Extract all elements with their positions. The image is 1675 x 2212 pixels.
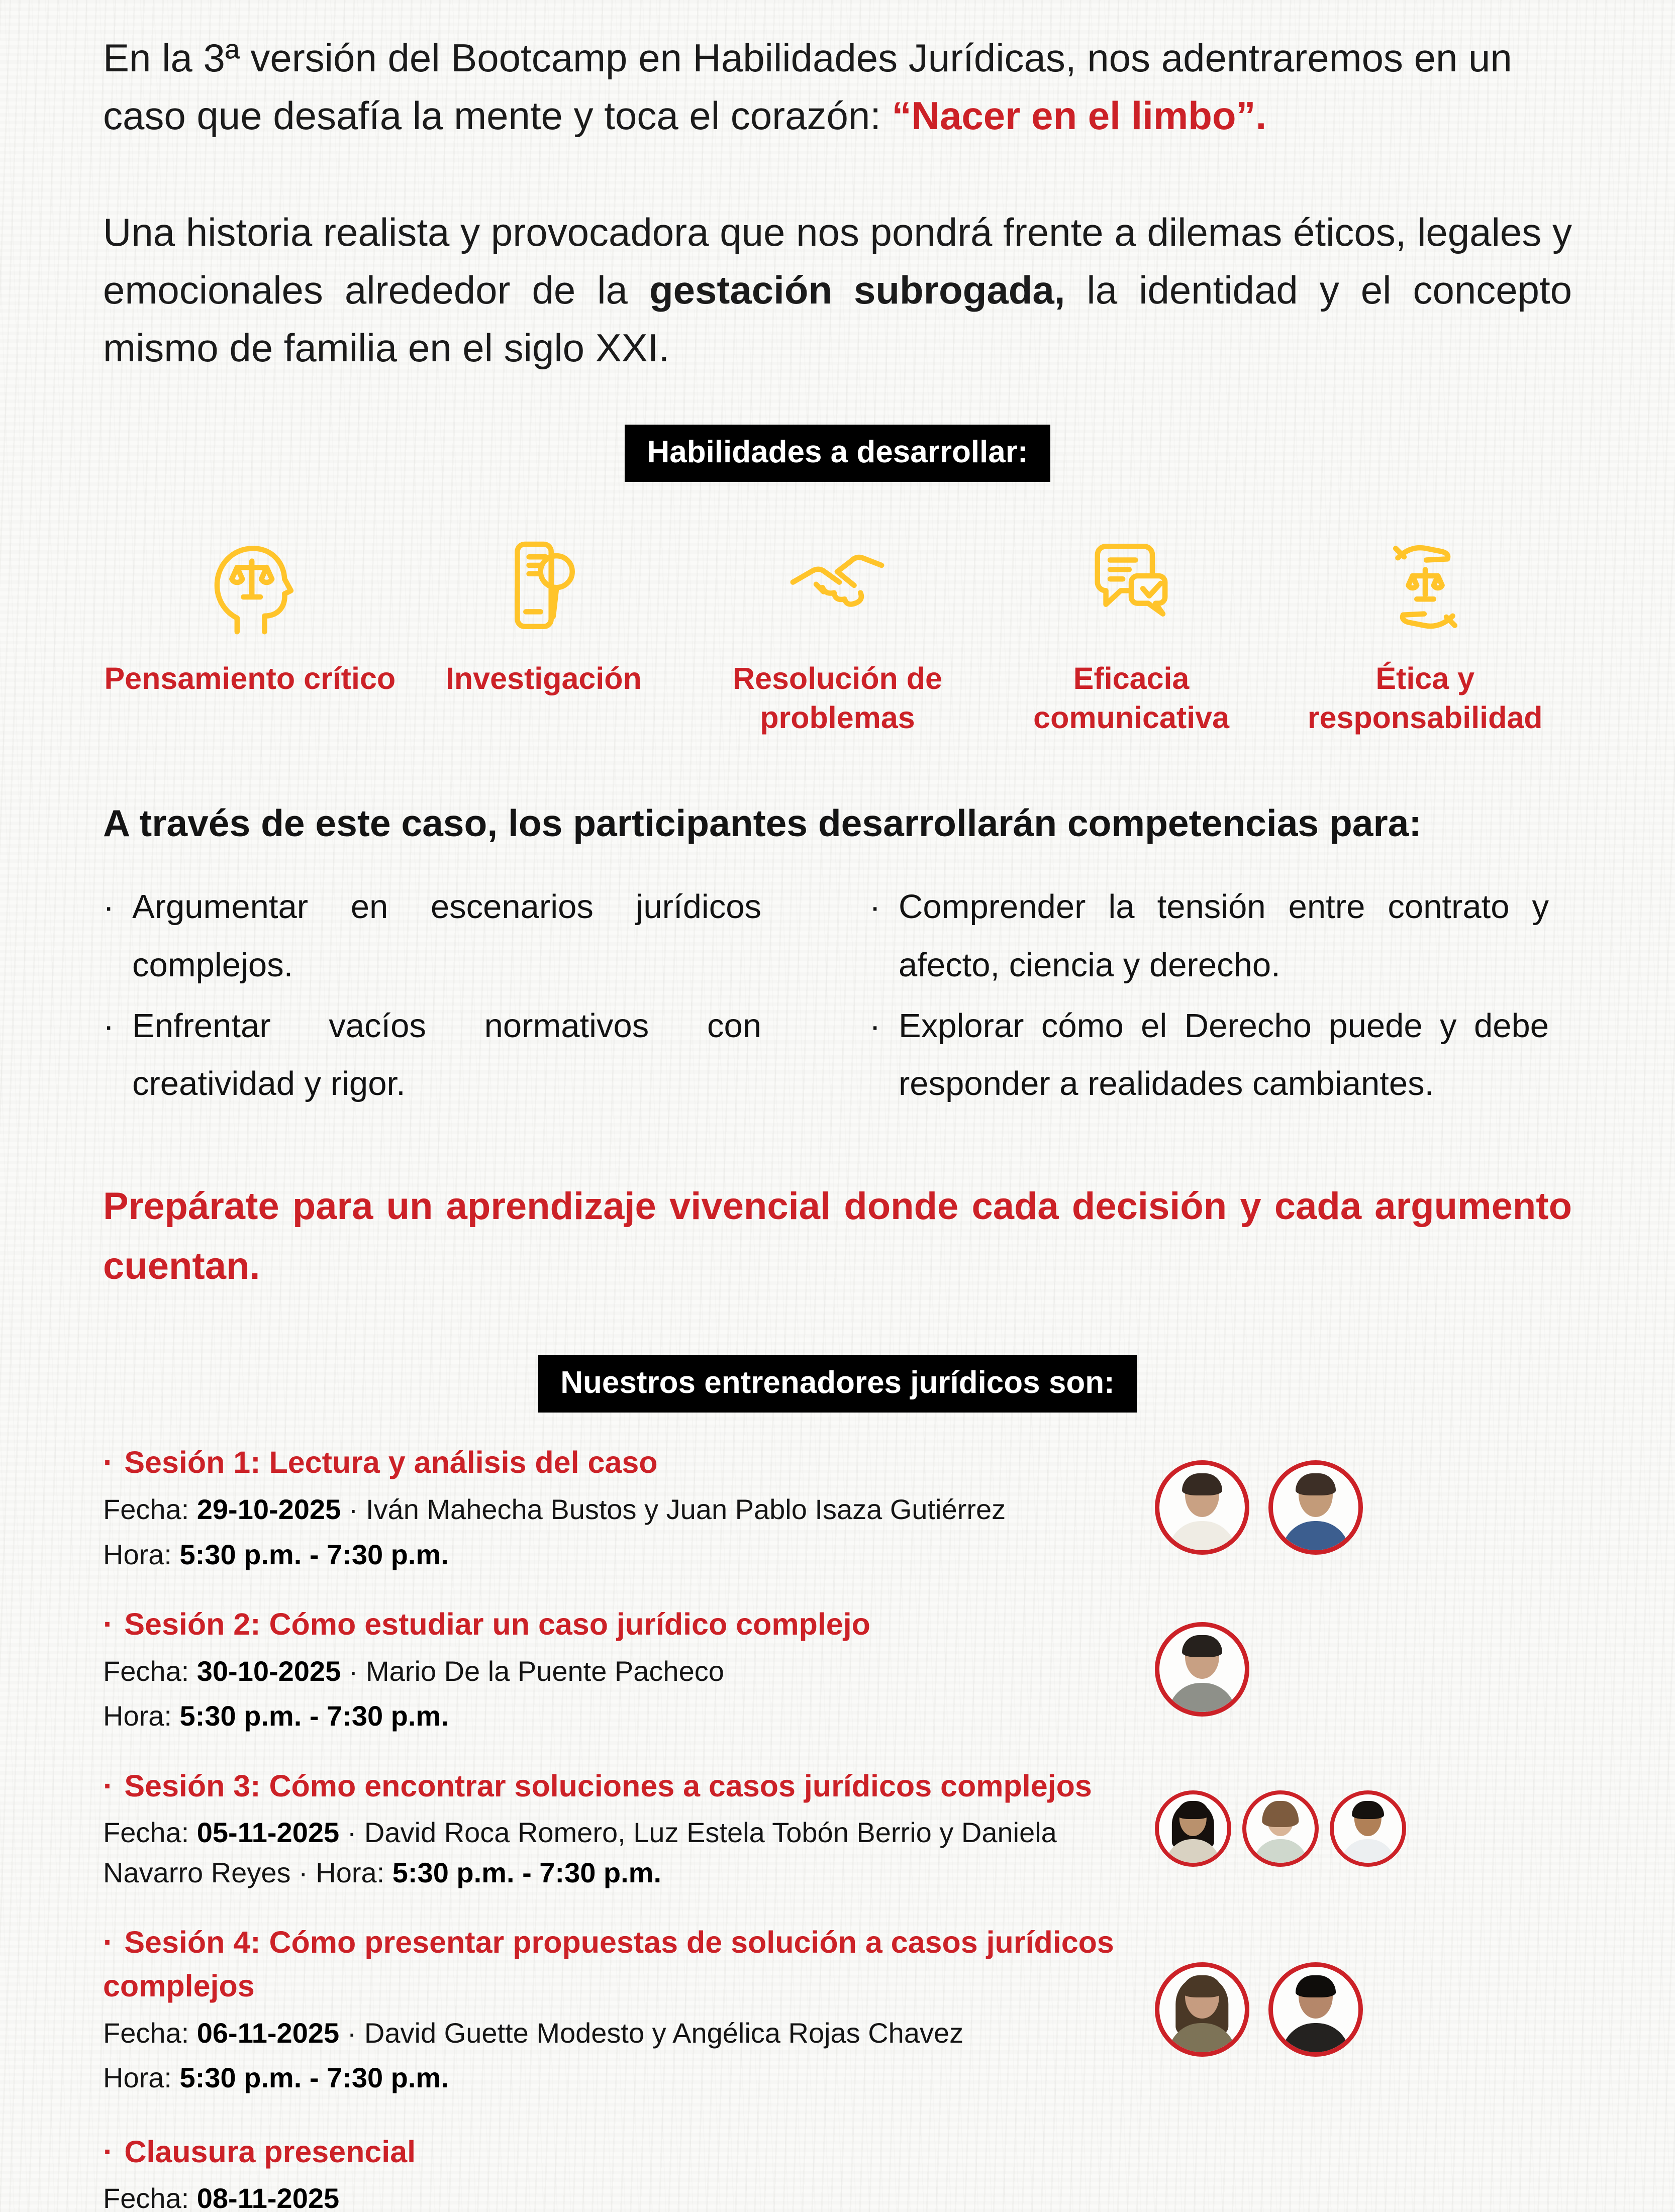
bullet-dot: ·: [103, 1768, 114, 1803]
trainer-avatar: [1155, 1460, 1249, 1555]
skills-banner: Habilidades a desarrollar:: [625, 425, 1050, 482]
bullet-dot: ·: [103, 2134, 114, 2169]
hora-label: Hora:: [316, 1856, 385, 1888]
competencies-heading: A través de este caso, los participantes desarrollarán competencias para:: [103, 802, 1422, 845]
fecha-label: Fecha:: [103, 1655, 189, 1687]
intro-paragraph-1: [103, 29, 1572, 144]
cta-paragraph: Prepárate para un aprendizaje vivencial donde cada decisión y cada argumento cuentan.: [103, 1185, 1572, 1287]
separator-dot: ·: [347, 2017, 357, 2049]
hora-value: 5:30 p.m. - 7:30 p.m.: [179, 1700, 449, 1732]
list-item: [103, 878, 761, 993]
chat-check-icon: [1078, 528, 1184, 645]
session-title-text: Sesión 1: Lectura y análisis del caso: [124, 1445, 658, 1480]
closing-fecha-line: [103, 2178, 1146, 2212]
bullet-dot: ·: [103, 1007, 115, 1045]
hora-value: 5:30 p.m. - 7:30 p.m.: [179, 2062, 449, 2094]
hora-label: Hora:: [103, 2062, 172, 2094]
session-title-text: Sesión 4: Cómo presentar propuestas de solución a casos jurídicos complejos: [103, 1925, 1114, 2003]
skill-problem-solving: [691, 528, 984, 737]
closing-block: [103, 2130, 1572, 2212]
bullet-dot: ·: [103, 1607, 114, 1642]
session-1-block: [103, 1441, 1572, 1574]
closing-title: [103, 2130, 1146, 2174]
trainer-avatar: [1155, 1622, 1249, 1717]
session-4-block: [103, 1921, 1572, 2097]
list-item: [869, 878, 1549, 993]
trainer-avatar: [1268, 1460, 1363, 1555]
hora-label: Hora:: [103, 1538, 172, 1570]
fecha-value: 06-11-2025: [196, 2017, 340, 2049]
list-item-text: Explorar cómo el Derecho puede y debe responder a realidades cambiantes.: [899, 1007, 1549, 1103]
session-title: [103, 1764, 1146, 1808]
fecha-label: Fecha:: [103, 1817, 189, 1849]
fecha-label: Fecha:: [103, 1493, 189, 1526]
trainers-names: Mario De la Puente Pacheco: [366, 1655, 724, 1687]
skill-label: Eficacia comunicativa: [1033, 661, 1229, 735]
bullet-dot: ·: [869, 1007, 881, 1045]
hora-label: Hora:: [103, 1700, 172, 1732]
session-3-block: [103, 1764, 1572, 1893]
skill-communication: [984, 528, 1278, 737]
competencies-left-column: [103, 878, 761, 1113]
handshake-icon: [782, 528, 893, 645]
separator-dot: ·: [347, 1817, 357, 1849]
skill-label: Investigación: [445, 661, 642, 696]
separator-dot: ·: [348, 1493, 358, 1526]
separator-dot: ·: [299, 1856, 308, 1888]
bullet-dot: ·: [103, 1445, 114, 1480]
skill-label: Resolución de problemas: [733, 661, 942, 735]
fecha-label: Fecha:: [103, 2017, 189, 2049]
fecha-value: 08-11-2025: [196, 2182, 340, 2212]
case-title-highlight: “Nacer en el limbo”.: [892, 93, 1267, 138]
intro-paragraph-2-tail: la identidad y el concepto mismo de familia en el siglo XXI.: [103, 267, 1572, 370]
intro-paragraph-2-text: Una historia realista y provocadora que nos pondrá frente a dilemas éticos, legales y emocionales alrededor de la: [103, 210, 1572, 312]
list-item: [869, 997, 1549, 1113]
skill-label: Pensamiento crítico: [104, 661, 396, 696]
list-item-text: Comprender la tensión entre contrato y afecto, ciencia y derecho.: [899, 888, 1549, 984]
trainer-avatar: [1155, 1962, 1249, 2057]
surrogacy-bold-text: gestación subrogada,: [649, 267, 1065, 312]
bullet-dot: ·: [869, 888, 881, 926]
session-2-avatars: [1155, 1622, 1249, 1717]
session-title-text: Sesión 3: Cómo encontrar soluciones a casos jurídicos complejos: [124, 1768, 1092, 1803]
session-4-text: [103, 1921, 1146, 2097]
session-title: [103, 1441, 1146, 1484]
list-item-text: Enfrentar vacíos normativos con creatividad y rigor.: [132, 1007, 761, 1103]
trainers-names: David Guette Modesto y Angélica Rojas Chavez: [364, 2017, 964, 2049]
session-1-avatars: [1155, 1460, 1363, 1555]
session-title: [103, 1602, 1146, 1646]
session-fecha-hora-line: [103, 1813, 1146, 1892]
hands-scales-icon: [1372, 528, 1478, 645]
session-fecha-line: [103, 1651, 1146, 1691]
fecha-value: 05-11-2025: [196, 1817, 340, 1849]
session-2-text: [103, 1602, 1146, 1736]
separator-dot: ·: [348, 1655, 358, 1687]
session-hora-line: [103, 1696, 1146, 1736]
session-4-avatars: [1155, 1962, 1363, 2057]
session-title: [103, 1921, 1146, 2007]
fecha-value: 30-10-2025: [196, 1655, 341, 1687]
intro-paragraph-1-text: En la 3ª versión del Bootcamp en Habilidades Jurídicas, nos adentraremos en un caso que desafía la mente y toca el corazón:: [103, 36, 1512, 138]
skills-row: [103, 528, 1572, 737]
session-hora-line: [103, 1535, 1146, 1575]
session-hora-line: [103, 2058, 1146, 2098]
skill-critical-thinking: [103, 528, 397, 698]
trainer-avatar: [1268, 1962, 1363, 2057]
hora-value: 5:30 p.m. - 7:30 p.m.: [179, 1538, 449, 1570]
session-fecha-line: [103, 2013, 1146, 2053]
fecha-label: Fecha:: [103, 2182, 189, 2212]
competencies-columns: [103, 878, 1572, 1113]
session-title-text: Sesión 2: Cómo estudiar un caso jurídico complejo: [124, 1607, 870, 1642]
bullet-dot: ·: [103, 888, 115, 926]
head-scales-icon: [197, 528, 303, 645]
trainers-banner: Nuestros entrenadores jurídicos son:: [538, 1355, 1136, 1413]
skills-banner-row: [103, 425, 1572, 482]
skill-label: Ética y responsabilidad: [1307, 661, 1543, 735]
closing-title-text: Clausura presencial: [124, 2134, 416, 2169]
trainer-avatar: [1155, 1790, 1231, 1867]
session-3-avatars: [1155, 1790, 1406, 1867]
hora-value: 5:30 p.m. - 7:30 p.m.: [392, 1856, 662, 1888]
closing-text: [103, 2130, 1146, 2212]
list-item-text: Argumentar en escenarios jurídicos complejos.: [132, 888, 761, 984]
skill-research: [397, 528, 691, 698]
session-3-text: [103, 1764, 1146, 1893]
trainers-banner-row: [103, 1355, 1572, 1413]
session-fecha-line: [103, 1489, 1146, 1530]
book-magnifier-icon: [491, 528, 597, 645]
trainer-avatar: [1242, 1790, 1319, 1867]
sessions-list: [103, 1441, 1572, 2212]
session-2-block: [103, 1602, 1572, 1736]
intro-paragraph-2: [103, 204, 1572, 376]
session-1-text: [103, 1441, 1146, 1574]
fecha-value: 29-10-2025: [196, 1493, 341, 1526]
competencies-right-column: [869, 878, 1549, 1113]
skill-ethics: [1278, 528, 1572, 737]
bullet-dot: ·: [103, 1925, 114, 1960]
trainers-names: Iván Mahecha Bustos y Juan Pablo Isaza Gutiérrez: [366, 1493, 1006, 1526]
list-item: [103, 997, 761, 1113]
trainers-names: David Roca Romero, Luz Estela Tobón Berrio y Daniela Navarro Reyes: [103, 1817, 1057, 1888]
trainer-avatar: [1330, 1790, 1406, 1867]
